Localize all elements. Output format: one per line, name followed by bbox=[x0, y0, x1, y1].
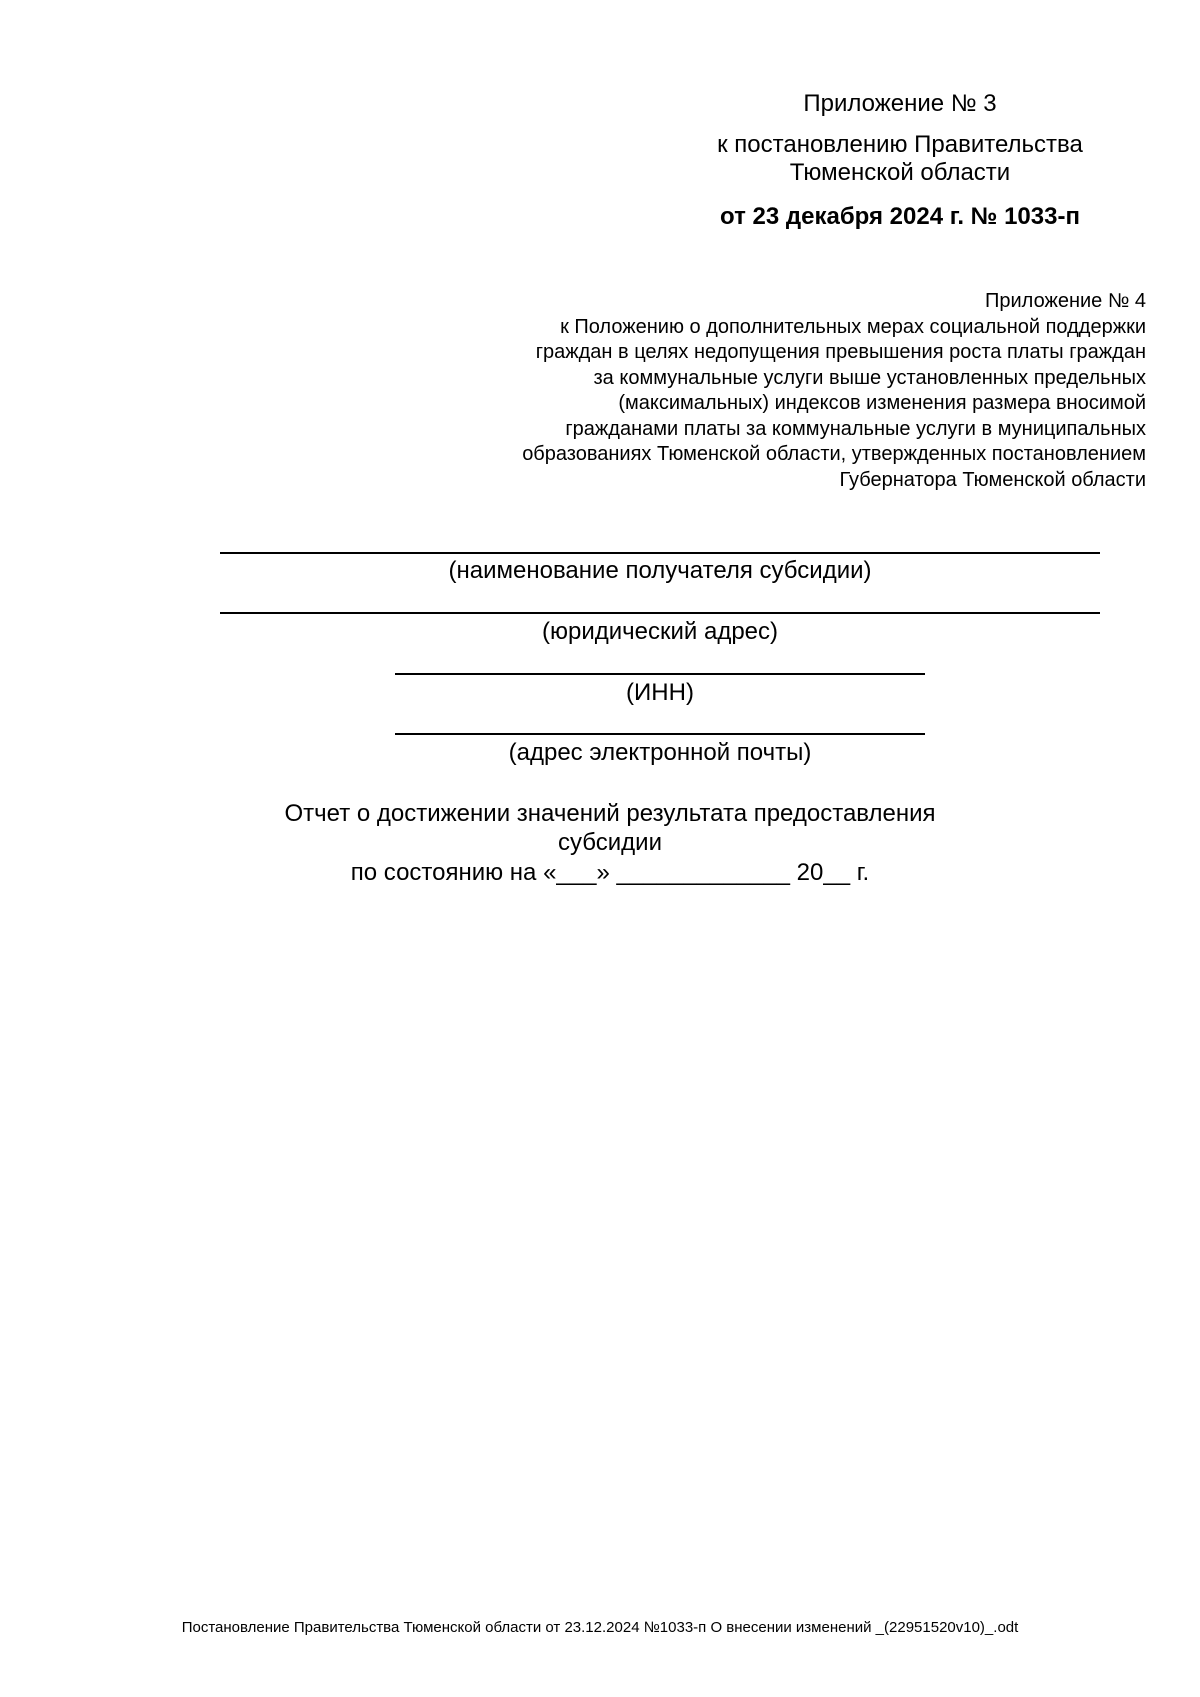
page-footer: Постановление Правительства Тюменской области от 23.12.2024 №1033-п О внесении изменений _(22951520v10)_.odt bbox=[181, 1619, 1019, 1636]
appendix-4-line: образованиях Тюменской области, утвержденных постановлением bbox=[522, 443, 1146, 465]
appendix-4-line: граждан в целях недопущения превышения роста платы граждан bbox=[535, 341, 1146, 363]
report-title bbox=[180, 799, 1040, 857]
report-date-line: по состоянию на «___» _____________ 20__ г. bbox=[350, 859, 870, 886]
appendix-3-title: Приложение № 3 bbox=[803, 90, 997, 117]
legal-address-caption: (юридический адрес) bbox=[541, 618, 779, 645]
appendix-4-line: гражданами платы за коммунальные услуги в муниципальных bbox=[565, 417, 1146, 440]
recipient-name-caption: (наименование получателя субсидии) bbox=[448, 557, 872, 584]
recipient-name-line bbox=[220, 552, 1100, 554]
inn-caption: (ИНН) bbox=[626, 679, 694, 706]
appendix-3-reference bbox=[660, 131, 1140, 187]
appendix-3-reference-line-2: Тюменской области bbox=[789, 159, 1011, 186]
appendix-3-date: от 23 декабря 2024 г. № 1033-п bbox=[720, 203, 1080, 230]
legal-address-line bbox=[220, 612, 1100, 614]
inn-line bbox=[395, 673, 925, 675]
appendix-4-line: Приложение № 4 bbox=[985, 290, 1146, 312]
report-title-line-1: Отчет о достижении значений результата предоставления bbox=[284, 800, 936, 827]
appendix-4-line: Губернатора Тюменской области bbox=[839, 468, 1146, 491]
report-title-line-2: субсидии bbox=[558, 829, 662, 856]
email-caption: (адрес электронной почты) bbox=[508, 739, 812, 766]
appendix-4-line: к Положению о дополнительных мерах социальной поддержки bbox=[560, 315, 1146, 338]
appendix-4-block bbox=[420, 289, 1146, 493]
appendix-4-line: за коммунальные услуги выше установленных предельных bbox=[593, 366, 1146, 389]
appendix-3-reference-line-1: к постановлению Правительства bbox=[717, 131, 1083, 158]
email-line bbox=[395, 733, 925, 735]
appendix-4-line: (максимальных) индексов изменения размера вносимой bbox=[618, 392, 1146, 414]
